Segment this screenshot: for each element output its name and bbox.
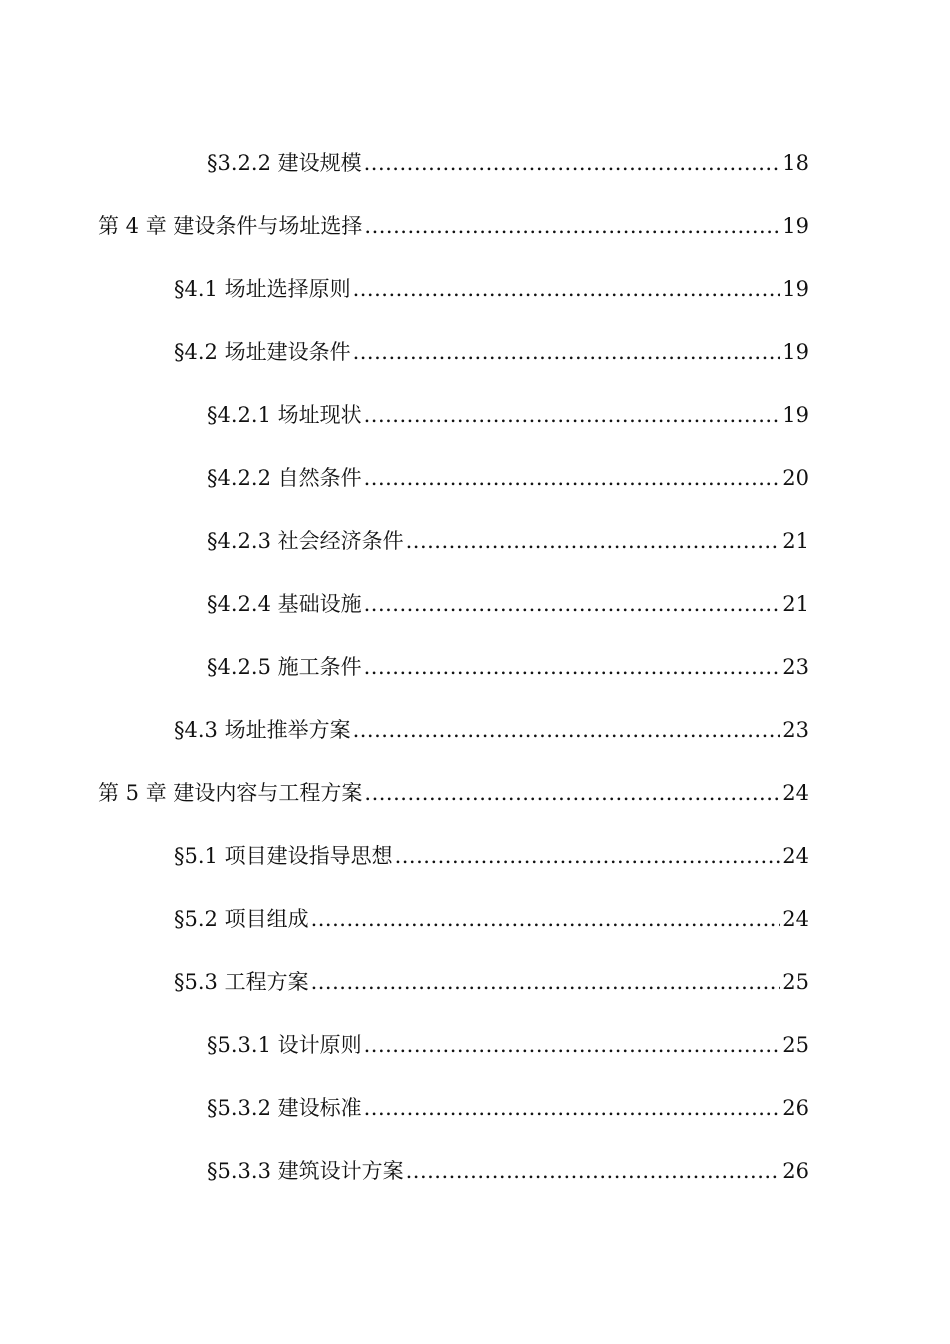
toc-entry-label: §4.2.3 社会经济条件 [207, 529, 404, 553]
toc-page-number: 25 [782, 1033, 809, 1057]
toc-page-number: 19 [782, 214, 809, 238]
toc-entry-label: §4.2.1 场址现状 [207, 403, 362, 427]
toc-page-number: 24 [782, 844, 809, 868]
toc-dot-leader [364, 589, 781, 619]
toc-entry[interactable] [0, 433, 950, 496]
toc-entry-label: §4.3 场址推举方案 [174, 718, 351, 742]
toc-entry-label: §4.2.2 自然条件 [207, 466, 362, 490]
toc-entry[interactable] [0, 118, 950, 181]
toc-entry[interactable] [0, 874, 950, 937]
toc-entry[interactable] [0, 1126, 950, 1189]
toc-entry[interactable] [0, 748, 950, 811]
toc-entry-label: §5.3.1 设计原则 [207, 1033, 362, 1057]
toc-entry[interactable] [0, 370, 950, 433]
toc-entry[interactable] [0, 181, 950, 244]
toc-page-number: 19 [782, 403, 809, 427]
table-of-contents [0, 118, 950, 1189]
toc-entry-label: §5.3.3 建筑设计方案 [207, 1159, 404, 1183]
toc-dot-leader [353, 715, 781, 745]
toc-entry[interactable] [0, 559, 950, 622]
toc-entry-label: §3.2.2 建设规模 [207, 151, 362, 175]
toc-entry-label: §4.2.4 基础设施 [207, 592, 362, 616]
toc-page-number: 26 [782, 1159, 809, 1183]
toc-dot-leader [364, 148, 781, 178]
toc-dot-leader [406, 1156, 781, 1186]
toc-entry[interactable] [0, 622, 950, 685]
toc-entry-label: §5.3 工程方案 [174, 970, 309, 994]
toc-dot-leader [364, 1030, 781, 1060]
toc-page-number: 19 [782, 277, 809, 301]
toc-page-number: 25 [782, 970, 809, 994]
toc-dot-leader [364, 1093, 781, 1123]
toc-dot-leader [364, 211, 780, 241]
toc-entry[interactable] [0, 1063, 950, 1126]
toc-entry[interactable] [0, 937, 950, 1000]
toc-dot-leader [364, 463, 781, 493]
toc-entry-label: §4.2.5 施工条件 [207, 655, 362, 679]
toc-dot-leader [364, 400, 781, 430]
toc-dot-leader [353, 337, 781, 367]
toc-page-number: 24 [782, 781, 809, 805]
toc-page-number: 18 [782, 151, 809, 175]
toc-entry-label: 第 5 章 建设内容与工程方案 [98, 781, 363, 805]
toc-page-number: 23 [782, 655, 809, 679]
toc-dot-leader [311, 967, 781, 997]
toc-entry-label: 第 4 章 建设条件与场址选择 [98, 214, 363, 238]
toc-entry-label: §5.1 项目建设指导思想 [174, 844, 393, 868]
toc-dot-leader [395, 841, 781, 871]
toc-page-number: 23 [782, 718, 809, 742]
toc-entry[interactable] [0, 496, 950, 559]
toc-dot-leader [311, 904, 781, 934]
toc-page-number: 24 [782, 907, 809, 931]
toc-entry[interactable] [0, 307, 950, 370]
toc-page-number: 19 [782, 340, 809, 364]
toc-entry-label: §5.2 项目组成 [174, 907, 309, 931]
toc-page-number: 21 [782, 529, 809, 553]
toc-dot-leader [406, 526, 781, 556]
toc-entry-label: §4.2 场址建设条件 [174, 340, 351, 364]
toc-dot-leader [364, 778, 780, 808]
toc-entry-label: §4.1 场址选择原则 [174, 277, 351, 301]
toc-page-number: 21 [782, 592, 809, 616]
toc-entry[interactable] [0, 1000, 950, 1063]
toc-dot-leader [353, 274, 781, 304]
toc-entry-label: §5.3.2 建设标准 [207, 1096, 362, 1120]
toc-dot-leader [364, 652, 781, 682]
toc-entry[interactable] [0, 244, 950, 307]
toc-page-number: 20 [782, 466, 809, 490]
toc-entry[interactable] [0, 811, 950, 874]
toc-page-number: 26 [782, 1096, 809, 1120]
toc-entry[interactable] [0, 685, 950, 748]
